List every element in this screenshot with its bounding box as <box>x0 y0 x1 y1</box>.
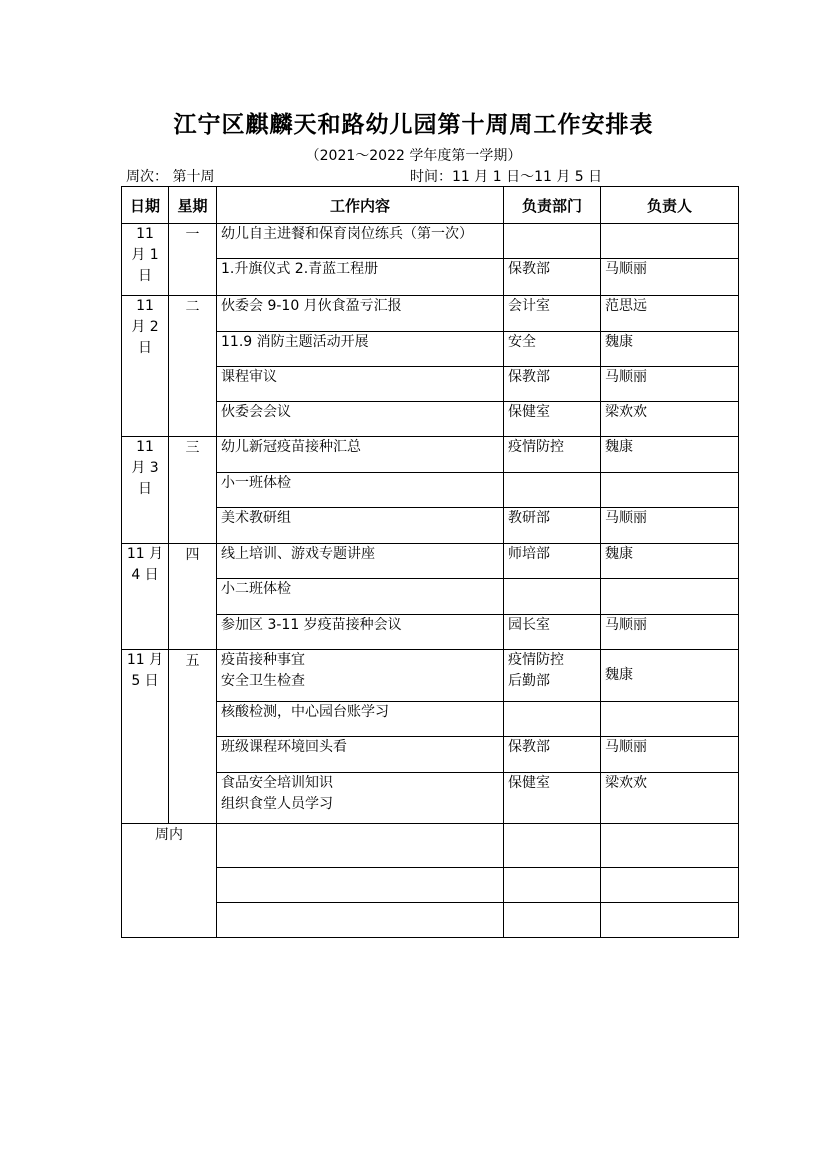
table-row <box>122 296 739 332</box>
dept-cell: 保健室 <box>504 773 601 824</box>
content-cell: 伙委会会议 <box>217 402 504 437</box>
content-cell: 小二班体检 <box>217 579 504 615</box>
content-cell: 课程审议 <box>217 367 504 402</box>
empty-cell <box>504 903 601 938</box>
date-cell: 11 月 3 日 <box>122 437 169 544</box>
weekday-cell: 一 <box>169 224 217 296</box>
page-title: 江宁区麒麟天和路幼儿园第十周周工作安排表 <box>173 111 654 138</box>
content-cell: 幼儿自主进餐和保育岗位练兵（第一次） <box>217 224 504 259</box>
table-row <box>122 224 739 259</box>
empty-cell <box>601 903 739 938</box>
empty-cell <box>217 824 504 868</box>
content-cell: 食品安全培训知识 组织食堂人员学习 <box>217 773 504 824</box>
weekday-cell: 四 <box>169 544 217 650</box>
date-cell: 11 月 4 日 <box>122 544 169 650</box>
weekly-label-cell: 周内 <box>122 824 217 938</box>
dept-cell <box>504 579 601 615</box>
empty-cell <box>601 824 739 868</box>
person-cell: 魏康 <box>601 437 739 473</box>
person-cell: 魏康 <box>601 332 739 367</box>
schedule-table <box>121 186 739 938</box>
empty-cell <box>217 903 504 938</box>
person-cell: 马顺丽 <box>601 259 739 296</box>
content-cell: 幼儿新冠疫苗接种汇总 <box>217 437 504 473</box>
content-cell: 1.升旗仪式 2.青蓝工程册 <box>217 259 504 296</box>
weekday-cell: 五 <box>169 650 217 824</box>
header-content: 工作内容 <box>217 187 504 224</box>
dept-cell: 保教部 <box>504 367 601 402</box>
table-row <box>122 824 739 868</box>
dept-cell <box>504 473 601 508</box>
dept-cell: 会计室 <box>504 296 601 332</box>
content-cell: 参加区 3-11 岁疫苗接种会议 <box>217 615 504 650</box>
content-cell: 11.9 消防主题活动开展 <box>217 332 504 367</box>
content-cell: 小一班体检 <box>217 473 504 508</box>
date-cell: 11 月 5 日 <box>122 650 169 824</box>
date-cell: 11 月 2 日 <box>122 296 169 437</box>
header-dept: 负责部门 <box>504 187 601 224</box>
header-weekday: 星期 <box>169 187 217 224</box>
dept-cell: 疫情防控 <box>504 437 601 473</box>
person-cell <box>601 702 739 737</box>
dept-cell <box>504 702 601 737</box>
dept-cell: 园长室 <box>504 615 601 650</box>
dept-cell: 保健室 <box>504 402 601 437</box>
person-cell <box>601 579 739 615</box>
person-cell: 魏康 <box>601 544 739 579</box>
dept-cell: 教研部 <box>504 508 601 544</box>
dept-cell: 师培部 <box>504 544 601 579</box>
empty-cell <box>504 868 601 903</box>
header-row <box>122 187 739 224</box>
person-cell <box>601 224 739 259</box>
header-date: 日期 <box>122 187 169 224</box>
person-cell: 马顺丽 <box>601 508 739 544</box>
dept-cell: 保教部 <box>504 259 601 296</box>
page-subtitle: （2021～2022 学年度第一学期） <box>305 148 522 164</box>
empty-cell <box>504 824 601 868</box>
person-cell: 马顺丽 <box>601 615 739 650</box>
table-row <box>122 650 739 702</box>
person-cell: 梁欢欢 <box>601 402 739 437</box>
dept-cell <box>504 224 601 259</box>
date-cell: 11 月 1 日 <box>122 224 169 296</box>
empty-cell <box>601 868 739 903</box>
content-cell: 伙委会 9-10 月伙食盈亏汇报 <box>217 296 504 332</box>
content-cell: 美术教研组 <box>217 508 504 544</box>
date-range: 时间：11 月 1 日～11 月 5 日 <box>410 169 603 185</box>
header-person: 负责人 <box>601 187 739 224</box>
table-row <box>122 437 739 473</box>
table-row <box>122 544 739 579</box>
content-cell: 班级课程环境回头看 <box>217 737 504 773</box>
dept-cell: 保教部 <box>504 737 601 773</box>
person-cell: 马顺丽 <box>601 367 739 402</box>
content-cell: 线上培训、游戏专题讲座 <box>217 544 504 579</box>
dept-cell: 疫情防控 后勤部 <box>504 650 601 702</box>
person-cell: 马顺丽 <box>601 737 739 773</box>
person-cell: 魏康 <box>601 650 739 702</box>
person-cell <box>601 473 739 508</box>
dept-cell: 安全 <box>504 332 601 367</box>
content-cell: 疫苗接种事宜 安全卫生检查 <box>217 650 504 702</box>
week-number: 周次： 第十周 <box>126 169 215 185</box>
person-cell: 范思远 <box>601 296 739 332</box>
content-cell: 核酸检测，中心园台账学习 <box>217 702 504 737</box>
empty-cell <box>217 868 504 903</box>
weekday-cell: 三 <box>169 437 217 544</box>
person-cell: 梁欢欢 <box>601 773 739 824</box>
weekday-cell: 二 <box>169 296 217 437</box>
